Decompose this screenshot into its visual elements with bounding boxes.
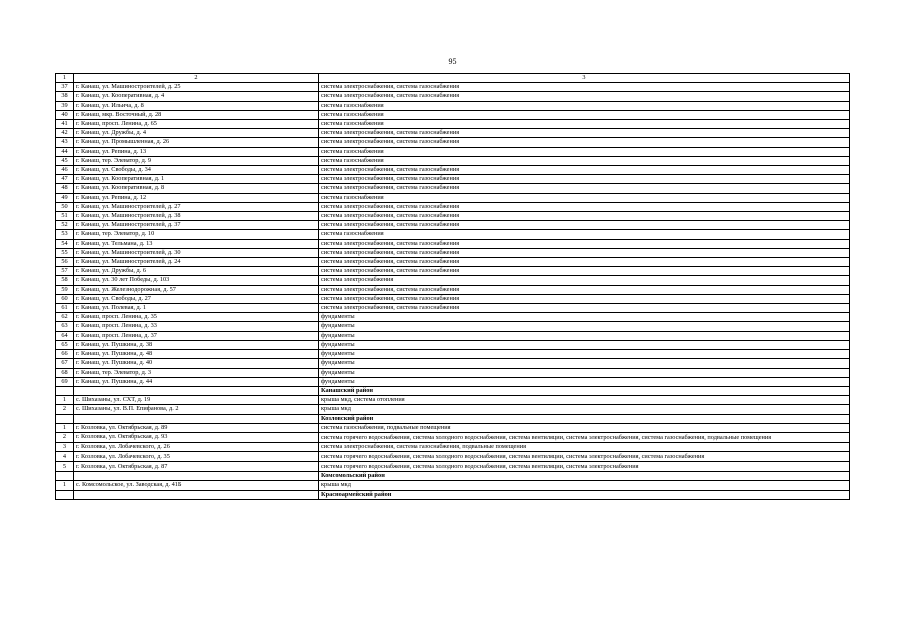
row-address: г. Козловка, ул. Октябрьская, д. 87 (74, 462, 319, 472)
row-address: г. Канаш, ул. Машиностроителей, д. 37 (74, 221, 319, 230)
table-row (56, 138, 850, 147)
row-address: г. Канаш, ул. Промышленная, д. 26 (74, 138, 319, 147)
table-row (56, 423, 850, 432)
row-number: 2 (56, 432, 74, 442)
region-empty-cell (56, 414, 74, 423)
table-row (56, 193, 850, 202)
row-number: 62 (56, 313, 74, 322)
row-address: г. Канаш, ул. Машиностроителей, д. 25 (74, 83, 319, 92)
row-address: с. Шихазаны, ул. В.П. Епифанова, д. 2 (74, 405, 319, 414)
table-row (56, 322, 850, 331)
table-row (56, 110, 850, 119)
row-number: 58 (56, 276, 74, 285)
row-address: г. Канаш, просп. Ленина, д. 65 (74, 120, 319, 129)
row-works: фундаменты (319, 313, 850, 322)
header-col-1: 1 (56, 74, 74, 83)
row-address: г. Канаш, ул. Репина, д. 13 (74, 147, 319, 156)
row-number: 41 (56, 120, 74, 129)
region-empty-cell (74, 472, 319, 481)
region-empty-cell (56, 490, 74, 499)
table-row (56, 350, 850, 359)
row-number: 40 (56, 110, 74, 119)
row-number: 4 (56, 452, 74, 462)
region-empty-cell (74, 490, 319, 499)
row-number: 66 (56, 350, 74, 359)
row-works: система электроснабжения, система газоснабжения (319, 92, 850, 101)
row-number: 50 (56, 202, 74, 211)
row-number: 42 (56, 129, 74, 138)
row-address: г. Канаш, ул. Кооперативная, д. 4 (74, 92, 319, 101)
row-number: 48 (56, 184, 74, 193)
table-row (56, 166, 850, 175)
table-row (56, 147, 850, 156)
row-number: 54 (56, 239, 74, 248)
region-row (56, 472, 850, 481)
row-address: г. Канаш, ул. Пушкина, д. 38 (74, 340, 319, 349)
row-number: 61 (56, 304, 74, 313)
table-row (56, 313, 850, 322)
page-number: 95 (448, 57, 457, 66)
row-works: система газоснабжения (319, 110, 850, 119)
row-works: фундаменты (319, 359, 850, 368)
row-works: система газоснабжения (319, 193, 850, 202)
table-header-row (56, 74, 850, 83)
row-number: 39 (56, 101, 74, 110)
row-works: система горячего водоснабжения, система холодного водоснабжения, система вентиляции, система электроснабжения, система газоснабжения, подвальные помещения (319, 432, 850, 442)
table-row (56, 202, 850, 211)
row-works: система электроснабжения, система газоснабжения (319, 221, 850, 230)
table-row (56, 230, 850, 239)
row-number: 65 (56, 340, 74, 349)
row-address: г. Козловка, ул. Лобачевского, д. 26 (74, 442, 319, 451)
row-number: 68 (56, 368, 74, 377)
row-works: система газоснабжения, подвальные помещения (319, 423, 850, 432)
row-works: система электроснабжения, система газоснабжения (319, 294, 850, 303)
row-address: г. Канаш, тер. Элеватор, д. 9 (74, 156, 319, 165)
table-row (56, 462, 850, 472)
row-number: 60 (56, 294, 74, 303)
row-address: г. Канаш, ул. Свободы, д. 27 (74, 294, 319, 303)
row-number: 59 (56, 285, 74, 294)
row-number: 53 (56, 230, 74, 239)
row-address: г. Козловка, ул. Октябрьская, д. 89 (74, 423, 319, 432)
row-address: с. Комсомольское, ул. Заводская, д. 41Б (74, 481, 319, 490)
row-works: система горячего водоснабжения, система холодного водоснабжения, система вентиляции, система электроснабжения (319, 462, 850, 472)
row-address: г. Канаш, ул. Пушкина, д. 44 (74, 377, 319, 386)
row-works: система газоснабжения (319, 230, 850, 239)
row-works: система электроснабжения, система газоснабжения (319, 304, 850, 313)
row-address: г. Козловка, ул. Октябрьская, д. 93 (74, 432, 319, 442)
row-address: г. Канаш, ул. Пушкина, д. 48 (74, 350, 319, 359)
row-works: система электроснабжения, система газоснабжения (319, 166, 850, 175)
row-address: г. Канаш, ул. Машиностроителей, д. 24 (74, 258, 319, 267)
table-row (56, 368, 850, 377)
table-row (56, 405, 850, 414)
row-works: фундаменты (319, 368, 850, 377)
table-row (56, 340, 850, 349)
row-number: 1 (56, 396, 74, 405)
table-row (56, 129, 850, 138)
row-number: 69 (56, 377, 74, 386)
table-row (56, 396, 850, 405)
row-number: 5 (56, 462, 74, 472)
header-col-2: 2 (74, 74, 319, 83)
region-empty-cell (56, 386, 74, 395)
row-works: система газоснабжения (319, 147, 850, 156)
region-empty-cell (56, 472, 74, 481)
region-empty-cell (74, 414, 319, 423)
row-address: г. Канаш, ул. Машиностроителей, д. 30 (74, 248, 319, 257)
region-row (56, 490, 850, 499)
table-row (56, 442, 850, 451)
table-row (56, 267, 850, 276)
table-row (56, 331, 850, 340)
row-works: система электроснабжения, система газоснабжения (319, 212, 850, 221)
row-address: г. Канаш, ул. Железнодорожная, д. 57 (74, 285, 319, 294)
row-works: система газоснабжения (319, 120, 850, 129)
row-number: 49 (56, 193, 74, 202)
row-works: система электроснабжения, система газоснабжения, подвальные помещения (319, 442, 850, 451)
row-address: с. Шихазаны, ул. СХТ, д. 19 (74, 396, 319, 405)
table-row (56, 304, 850, 313)
row-works: система электроснабжения, система газоснабжения (319, 239, 850, 248)
row-works: система электроснабжения, система газоснабжения (319, 83, 850, 92)
row-works: система электроснабжения, система газоснабжения (319, 248, 850, 257)
row-works: система электроснабжения, система газоснабжения (319, 175, 850, 184)
row-works: фундаменты (319, 322, 850, 331)
row-address: г. Канаш, ул. 30 лет Победы, д. 103 (74, 276, 319, 285)
region-empty-cell (74, 386, 319, 395)
table-row (56, 212, 850, 221)
row-address: г. Канаш, просп. Ленина, д. 35 (74, 313, 319, 322)
row-works: фундаменты (319, 331, 850, 340)
region-row (56, 414, 850, 423)
region-title: Козловский район (319, 414, 850, 423)
table-row (56, 377, 850, 386)
row-number: 37 (56, 83, 74, 92)
row-works: фундаменты (319, 350, 850, 359)
row-number: 56 (56, 258, 74, 267)
row-works: система электроснабжения, система газоснабжения (319, 202, 850, 211)
row-address: г. Канаш, ул. Дружбы, д. 4 (74, 129, 319, 138)
table-row (56, 83, 850, 92)
row-address: г. Канаш, ул. Свободы, д. 34 (74, 166, 319, 175)
table-row (56, 156, 850, 165)
row-works: система электроснабжения, система газоснабжения (319, 138, 850, 147)
table-row (56, 92, 850, 101)
table-body (56, 74, 850, 500)
row-number: 45 (56, 156, 74, 165)
row-number: 67 (56, 359, 74, 368)
row-address: г. Канаш, тер. Элеватор, д. 3 (74, 368, 319, 377)
row-address: г. Канаш, мкр. Восточный, д. 28 (74, 110, 319, 119)
row-works: система электроснабжения, система газоснабжения (319, 267, 850, 276)
table-row (56, 101, 850, 110)
row-works: система газоснабжения (319, 101, 850, 110)
row-address: г. Канаш, ул. Полевая, д. 1 (74, 304, 319, 313)
row-number: 46 (56, 166, 74, 175)
row-address: г. Канаш, ул. Пушкина, д. 40 (74, 359, 319, 368)
row-address: г. Козловка, ул. Лобачевского, д. 35 (74, 452, 319, 462)
table-row (56, 184, 850, 193)
row-number: 47 (56, 175, 74, 184)
header-col-3: 3 (319, 74, 850, 83)
row-number: 1 (56, 423, 74, 432)
region-row (56, 386, 850, 395)
row-number: 1 (56, 481, 74, 490)
row-number: 55 (56, 248, 74, 257)
row-number: 3 (56, 442, 74, 451)
region-title: Красноармейский район (319, 490, 850, 499)
row-works: система горячего водоснабжения, система холодного водоснабжения, система вентиляции, система электроснабжения, система газоснабжения (319, 452, 850, 462)
row-number: 43 (56, 138, 74, 147)
row-address: г. Канаш, ул. Кооперативная, д. 8 (74, 184, 319, 193)
table-row (56, 239, 850, 248)
row-works: система электроснабжения, система газоснабжения (319, 129, 850, 138)
row-number: 38 (56, 92, 74, 101)
row-works: фундаменты (319, 340, 850, 349)
table-row (56, 294, 850, 303)
table-row (56, 221, 850, 230)
region-title: Комсомольский район (319, 472, 850, 481)
table-row (56, 258, 850, 267)
row-works: система электроснабжения, система газоснабжения (319, 184, 850, 193)
row-address: г. Канаш, ул. Ильича, д. 8 (74, 101, 319, 110)
row-works: система электроснабжения, система газоснабжения (319, 258, 850, 267)
row-number: 44 (56, 147, 74, 156)
works-table (55, 73, 850, 500)
row-works: крыша мкд, система отопления (319, 396, 850, 405)
row-number: 2 (56, 405, 74, 414)
row-works: система газоснабжения (319, 156, 850, 165)
row-number: 52 (56, 221, 74, 230)
row-address: г. Канаш, просп. Ленина, д. 33 (74, 322, 319, 331)
row-address: г. Канаш, ул. Дружбы, д. 6 (74, 267, 319, 276)
table-row (56, 359, 850, 368)
table-row (56, 285, 850, 294)
table-row (56, 452, 850, 462)
table-row (56, 432, 850, 442)
row-address: г. Канаш, ул. Тельмана, д. 13 (74, 239, 319, 248)
row-works: крыша мкд (319, 481, 850, 490)
row-works: фундаменты (319, 377, 850, 386)
row-works: система электроснабжения, система газоснабжения (319, 285, 850, 294)
region-title: Канашский район (319, 386, 850, 395)
table-row (56, 276, 850, 285)
table-row (56, 248, 850, 257)
row-works: система электроснабжения (319, 276, 850, 285)
row-address: г. Канаш, ул. Машиностроителей, д. 38 (74, 212, 319, 221)
row-number: 63 (56, 322, 74, 331)
row-address: г. Канаш, тер. Элеватор, д. 10 (74, 230, 319, 239)
row-number: 64 (56, 331, 74, 340)
row-number: 57 (56, 267, 74, 276)
row-address: г. Канаш, просп. Ленина, д. 37 (74, 331, 319, 340)
row-works: крыша мкд (319, 405, 850, 414)
table-row (56, 481, 850, 490)
table-row (56, 175, 850, 184)
row-address: г. Канаш, ул. Репина, д. 12 (74, 193, 319, 202)
row-number: 51 (56, 212, 74, 221)
row-address: г. Канаш, ул. Машиностроителей, д. 27 (74, 202, 319, 211)
row-address: г. Канаш, ул. Кооперативная, д. 1 (74, 175, 319, 184)
table-row (56, 120, 850, 129)
